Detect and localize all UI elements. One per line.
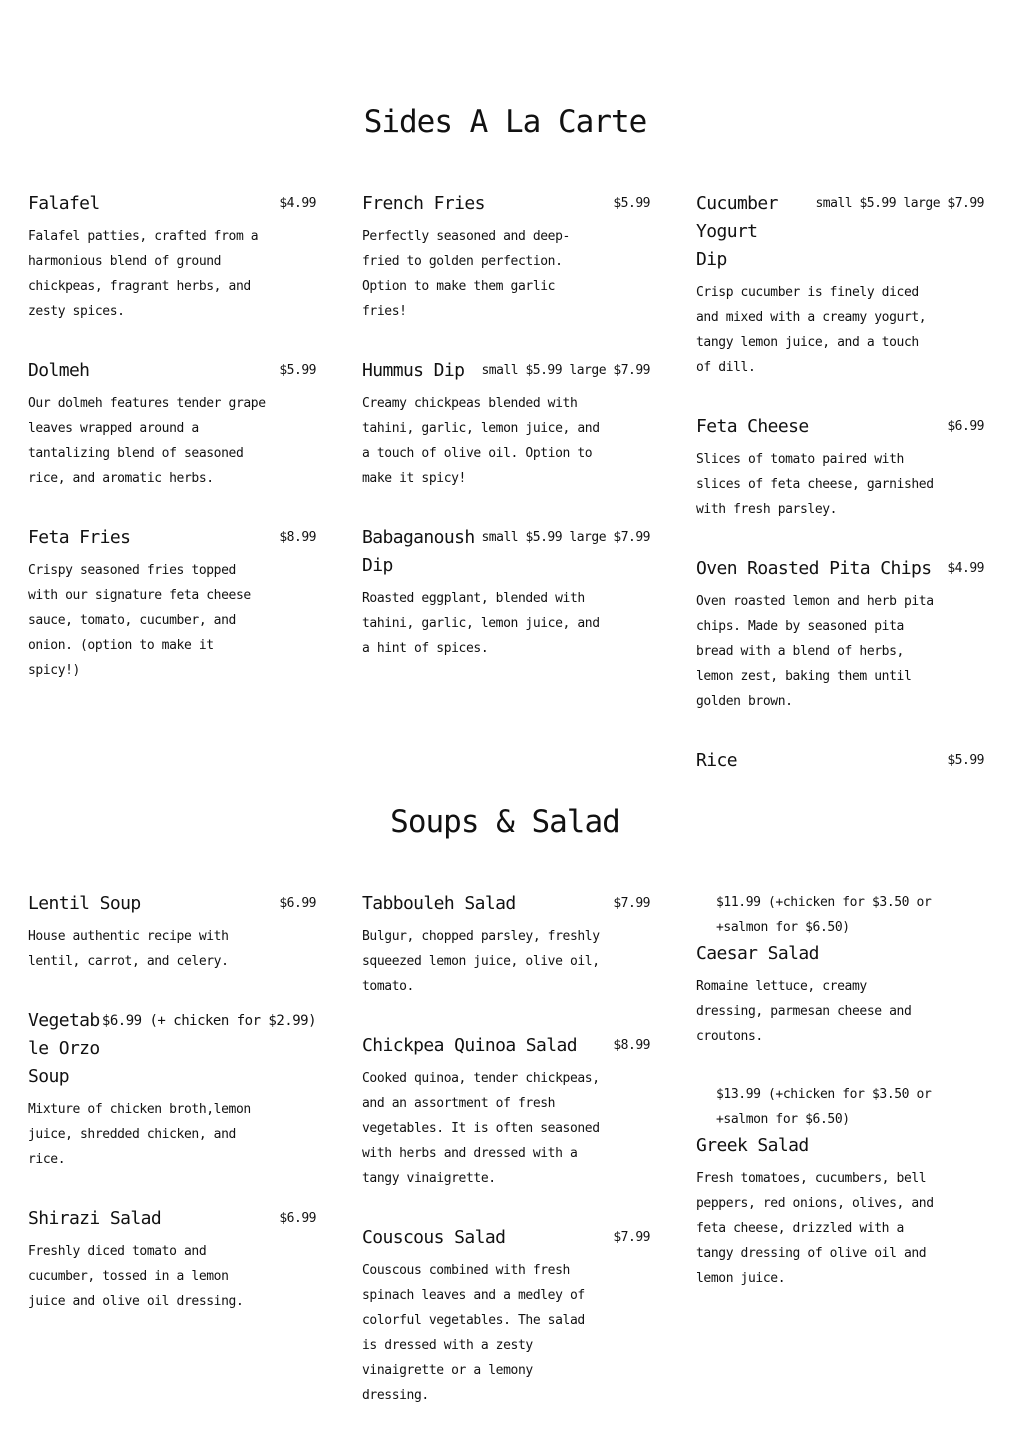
item-name: Rice [696, 750, 737, 771]
menu-item-french-fries [362, 190, 650, 324]
item-name: Couscous Salad [362, 1227, 506, 1248]
item-description: Romaine lettuce, creamy dressing, parmesan cheese and croutons. [696, 979, 912, 1044]
item-price: $4.99 [947, 561, 984, 576]
item-price: small $5.99 large $7.99 [815, 196, 984, 211]
item-price: $5.99 [613, 196, 650, 211]
menu-item-lentil-soup [28, 890, 316, 974]
item-description: Roasted eggplant, blended with tahini, garlic, lemon juice, and a hint of spices. [362, 591, 600, 656]
menu-item-rice [696, 747, 984, 775]
item-name: Caesar Salad [696, 943, 819, 964]
item-description: Perfectly seasoned and deep-fried to golden perfection. Option to make them garlic fries! [362, 229, 570, 319]
item-name: French Fries [362, 193, 485, 214]
item-name: Tabbouleh Salad [362, 893, 516, 914]
menu-item-shirazi-salad [28, 1205, 316, 1314]
menu-item-oven-roasted-pita-chips [696, 555, 984, 714]
menu-item-vegetable-orzo-soup [28, 1007, 316, 1172]
item-name: Dolmeh [28, 360, 90, 381]
item-name: Oven Roasted Pita Chips [696, 558, 932, 579]
item-description: Mixture of chicken broth,lemon juice, shredded chicken, and rice. [28, 1102, 251, 1167]
item-description: Our dolmeh features tender grape leaves wrapped around a tantalizing blend of seasoned rice, and aromatic herbs. [28, 396, 266, 486]
item-description: Creamy chickpeas blended with tahini, garlic, lemon juice, and a touch of olive oil. Option to make it spicy! [362, 396, 600, 486]
menu-item-feta-fries [28, 524, 316, 683]
item-name: Hummus Dip [362, 360, 465, 381]
item-name: Vegetable Orzo Soup [28, 1010, 100, 1087]
sides-column-1 [28, 190, 316, 716]
item-price: $5.99 [279, 363, 316, 378]
item-price: $11.99 (+chicken for $3.50 or +salmon for $6.50) [716, 895, 932, 935]
menu-item-falafel [28, 190, 316, 324]
sides-title: Sides A La Carte [363, 104, 647, 140]
soups-title: Soups & Salad [390, 804, 620, 840]
soups-column-3 [696, 890, 984, 1324]
item-price: small $5.99 large $7.99 [481, 363, 650, 378]
item-price: $8.99 [279, 530, 316, 545]
menu-item-caesar-salad [696, 890, 984, 1049]
menu-item-chickpea-quinoa-salad [362, 1032, 650, 1191]
item-price: $6.99 [279, 1211, 316, 1226]
item-price: $6.99 (+ chicken for $2.99) [101, 1013, 316, 1029]
item-description: Freshly diced tomato and cucumber, tossed in a lemon juice and olive oil dressing. [28, 1244, 244, 1309]
item-price: $6.99 [279, 896, 316, 911]
item-price: $4.99 [279, 196, 316, 211]
item-name: Falafel [28, 193, 100, 214]
item-price: small $5.99 large $7.99 [481, 530, 650, 545]
item-price: $7.99 [613, 1230, 650, 1245]
menu-item-couscous-salad [362, 1224, 650, 1408]
sides-column-2 [362, 190, 650, 694]
item-price: $8.99 [613, 1038, 650, 1053]
item-description: Falafel patties, crafted from a harmonious blend of ground chickpeas, fragrant herbs, and zesty spices. [28, 229, 259, 319]
soups-column-1 [28, 890, 316, 1347]
item-description: Slices of tomato paired with slices of feta cheese, garnished with fresh parsley. [696, 452, 934, 517]
item-name: Feta Cheese [696, 416, 809, 437]
soups-column-2 [362, 890, 650, 1441]
menu-item-hummus-dip [362, 357, 650, 491]
menu-item-cucumber-yogurt-dip [696, 190, 984, 380]
item-price: $7.99 [613, 896, 650, 911]
item-price: $6.99 [947, 419, 984, 434]
item-name: Babaganoush Dip [362, 527, 475, 576]
item-description: Couscous combined with fresh spinach leaves and a medley of colorful vegetables. The salad is dressed with a zesty vinaigrette or a lemony dressing. [362, 1263, 585, 1403]
sides-column-3 [696, 190, 984, 808]
item-description: Cooked quinoa, tender chickpeas, and an assortment of fresh vegetables. It is often seasoned with herbs and dressed with a tangy vinaigrette. [362, 1071, 600, 1186]
item-name: Shirazi Salad [28, 1208, 162, 1229]
menu-item-feta-cheese [696, 413, 984, 522]
item-name: Chickpea Quinoa Salad [362, 1035, 577, 1056]
item-description: Fresh tomatoes, cucumbers, bell peppers, red onions, olives, and feta cheese, drizzled with a tangy dressing of olive oil and lemon juice. [696, 1171, 934, 1286]
item-description: Bulgur, chopped parsley, freshly squeezed lemon juice, olive oil, tomato. [362, 929, 600, 994]
item-name: Lentil Soup [28, 893, 141, 914]
item-name: Greek Salad [696, 1135, 809, 1156]
item-description: House authentic recipe with lentil, carrot, and celery. [28, 929, 229, 969]
menu-item-dolmeh [28, 357, 316, 491]
menu-item-babaganoush-dip [362, 524, 650, 661]
item-name: Cucumber Yogurt Dip [696, 193, 778, 270]
item-description: Oven roasted lemon and herb pita chips. Made by seasoned pita bread with a blend of herbs, lemon zest, baking them until golden brown. [696, 594, 934, 709]
item-price: $13.99 (+chicken for $3.50 or +salmon for $6.50) [716, 1087, 932, 1127]
item-description: Crispy seasoned fries topped with our signature feta cheese sauce, tomato, cucumber, and onion. (option to make it spicy!) [28, 563, 251, 678]
menu-item-tabbouleh-salad [362, 890, 650, 999]
menu-item-greek-salad [696, 1082, 984, 1291]
item-description: Crisp cucumber is finely diced and mixed with a creamy yogurt, tangy lemon juice, and a touch of dill. [696, 285, 927, 375]
item-name: Feta Fries [28, 527, 131, 548]
item-price: $5.99 [947, 753, 984, 768]
